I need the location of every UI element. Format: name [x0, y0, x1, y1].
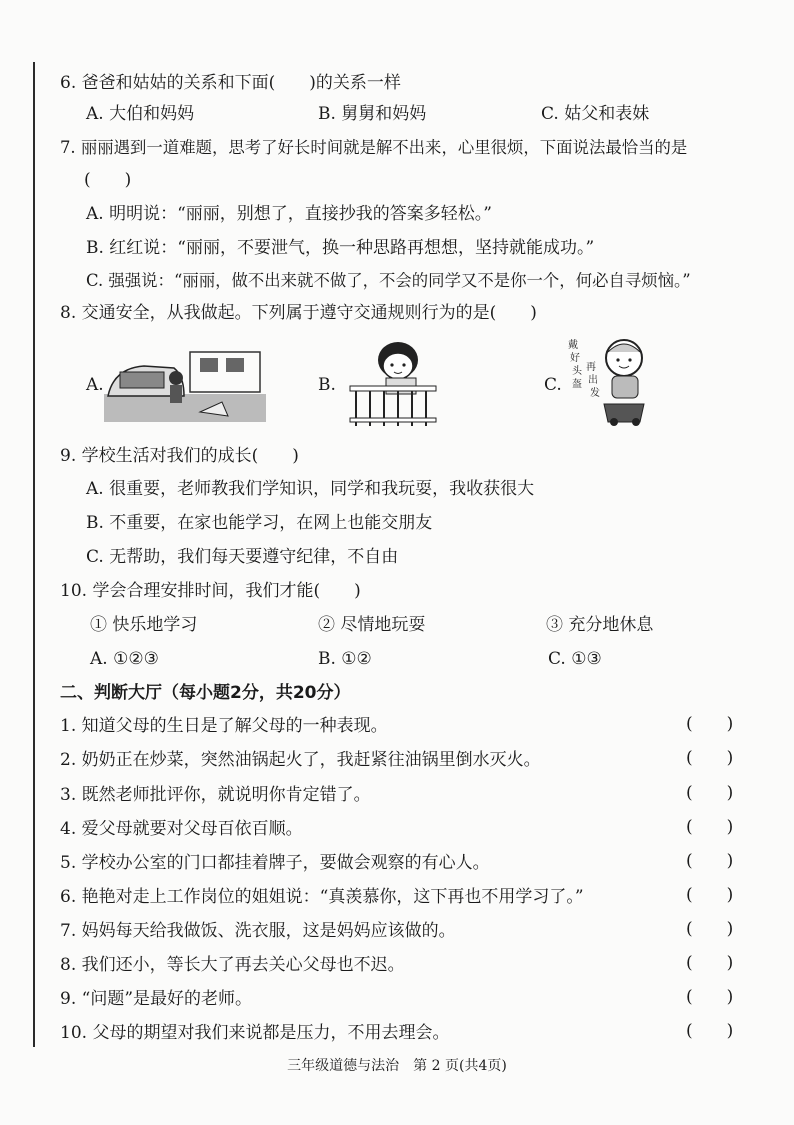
judgment-answer-paren[interactable]: ( ) [686, 885, 734, 905]
question-10-item-2: ② 尽情地玩耍 [318, 615, 426, 635]
judgment-item: 1. 知道父母的生日是了解父母的一种表现。 [60, 716, 388, 736]
crossing-street-illustration [104, 346, 266, 422]
question-10-option-c: C. ①③ [548, 649, 602, 669]
judgment-answer-paren[interactable]: ( ) [686, 953, 734, 973]
helmet-scooter-illustration [564, 334, 658, 426]
helmet-text-char: 出 [588, 375, 598, 386]
question-9-option-b: B. 不重要，在家也能学习，在网上也能交朋友 [86, 513, 433, 533]
question-9-stem: 9. 学校生活对我们的成长( ) [60, 446, 299, 466]
question-9-option-c: C. 无帮助，我们每天要遵守纪律，不自由 [86, 547, 399, 567]
judgment-item: 3. 既然老师批评你，就说明你肯定错了。 [60, 785, 371, 805]
question-10-option-b: B. ①② [318, 649, 372, 669]
question-7-option-c: C. 强强说：“丽丽，做不出来就不做了，不会的同学又不是你一个，何必自寻烦恼。” [86, 271, 691, 290]
judgment-answer-paren[interactable]: ( ) [686, 851, 734, 871]
question-8-option-b-label: B. [318, 375, 336, 395]
judgment-item: 7. 妈妈每天给我做饭、洗衣服，这是妈妈应该做的。 [60, 921, 456, 941]
question-8-stem: 8. 交通安全，从我做起。下列属于遵守交通规则行为的是( ) [60, 303, 537, 323]
helmet-text-char: 头 [572, 366, 582, 377]
judgment-answer-paren[interactable]: ( ) [686, 817, 734, 837]
question-8-option-c-label: C. [544, 375, 562, 395]
binding-margin-line [33, 62, 35, 1047]
helmet-text-char: 再 [586, 362, 596, 373]
judgment-item: 5. 学校办公室的门口都挂着牌子，要做会观察的有心人。 [60, 853, 490, 873]
question-6-option-c: C. 姑父和表妹 [541, 104, 650, 124]
helmet-text-char: 戴 [568, 340, 578, 351]
page-footer: 三年级道德与法治 第 2 页(共4页) [287, 1058, 507, 1074]
question-6-stem: 6. 爸爸和姑姑的关系和下面( )的关系一样 [60, 73, 401, 93]
climbing-railing-illustration [346, 338, 440, 428]
question-9-option-a: A. 很重要，老师教我们学知识，同学和我玩耍，我收获很大 [86, 479, 535, 499]
question-8-option-a-label: A. [86, 375, 104, 395]
judgment-answer-paren[interactable]: ( ) [686, 987, 734, 1007]
judgment-item: 8. 我们还小，等长大了再去关心父母也不迟。 [60, 955, 405, 975]
question-6-option-a: A. 大伯和妈妈 [86, 104, 195, 124]
judgment-item: 9. “问题”是最好的老师。 [60, 989, 253, 1009]
question-10-option-a: A. ①②③ [90, 649, 159, 669]
judgment-answer-paren[interactable]: ( ) [686, 714, 734, 734]
question-7-option-b: B. 红红说：“丽丽，不要泄气，换一种思路再想想，坚持就能成功。” [86, 238, 595, 258]
judgment-answer-paren[interactable]: ( ) [686, 783, 734, 803]
judgment-item: 4. 爱父母就要对父母百依百顺。 [60, 819, 303, 839]
question-6-option-b: B. 舅舅和妈妈 [318, 104, 427, 124]
question-10-stem: 10. 学会合理安排时间，我们才能( ) [60, 581, 361, 601]
helmet-text-char: 好 [570, 353, 580, 364]
helmet-text-char: 盔 [572, 379, 582, 390]
question-7-answer-paren: ( ) [84, 170, 132, 190]
judgment-item: 10. 父母的期望对我们来说都是压力，不用去理会。 [60, 1023, 450, 1043]
judgment-answer-paren[interactable]: ( ) [686, 748, 734, 768]
judgment-item: 6. 艳艳对走上工作岗位的姐姐说：“真羡慕你，这下再也不用学习了。” [60, 887, 584, 907]
judgment-answer-paren[interactable]: ( ) [686, 1021, 734, 1041]
section-2-title: 二、判断大厅（每小题2分，共20分） [60, 683, 351, 703]
helmet-text-char: 发 [590, 388, 600, 399]
question-10-item-1: ① 快乐地学习 [90, 615, 198, 635]
question-7-option-a: A. 明明说：“丽丽，别想了，直接抄我的答案多轻松。” [86, 204, 492, 224]
question-10-item-3: ③ 充分地休息 [546, 615, 654, 635]
judgment-answer-paren[interactable]: ( ) [686, 919, 734, 939]
judgment-item: 2. 奶奶正在炒菜，突然油锅起火了，我赶紧往油锅里倒水灭火。 [60, 750, 541, 770]
question-7-stem: 7. 丽丽遇到一道难题，思考了好长时间就是解不出来，心里很烦，下面说法最恰当的是 [60, 138, 688, 157]
